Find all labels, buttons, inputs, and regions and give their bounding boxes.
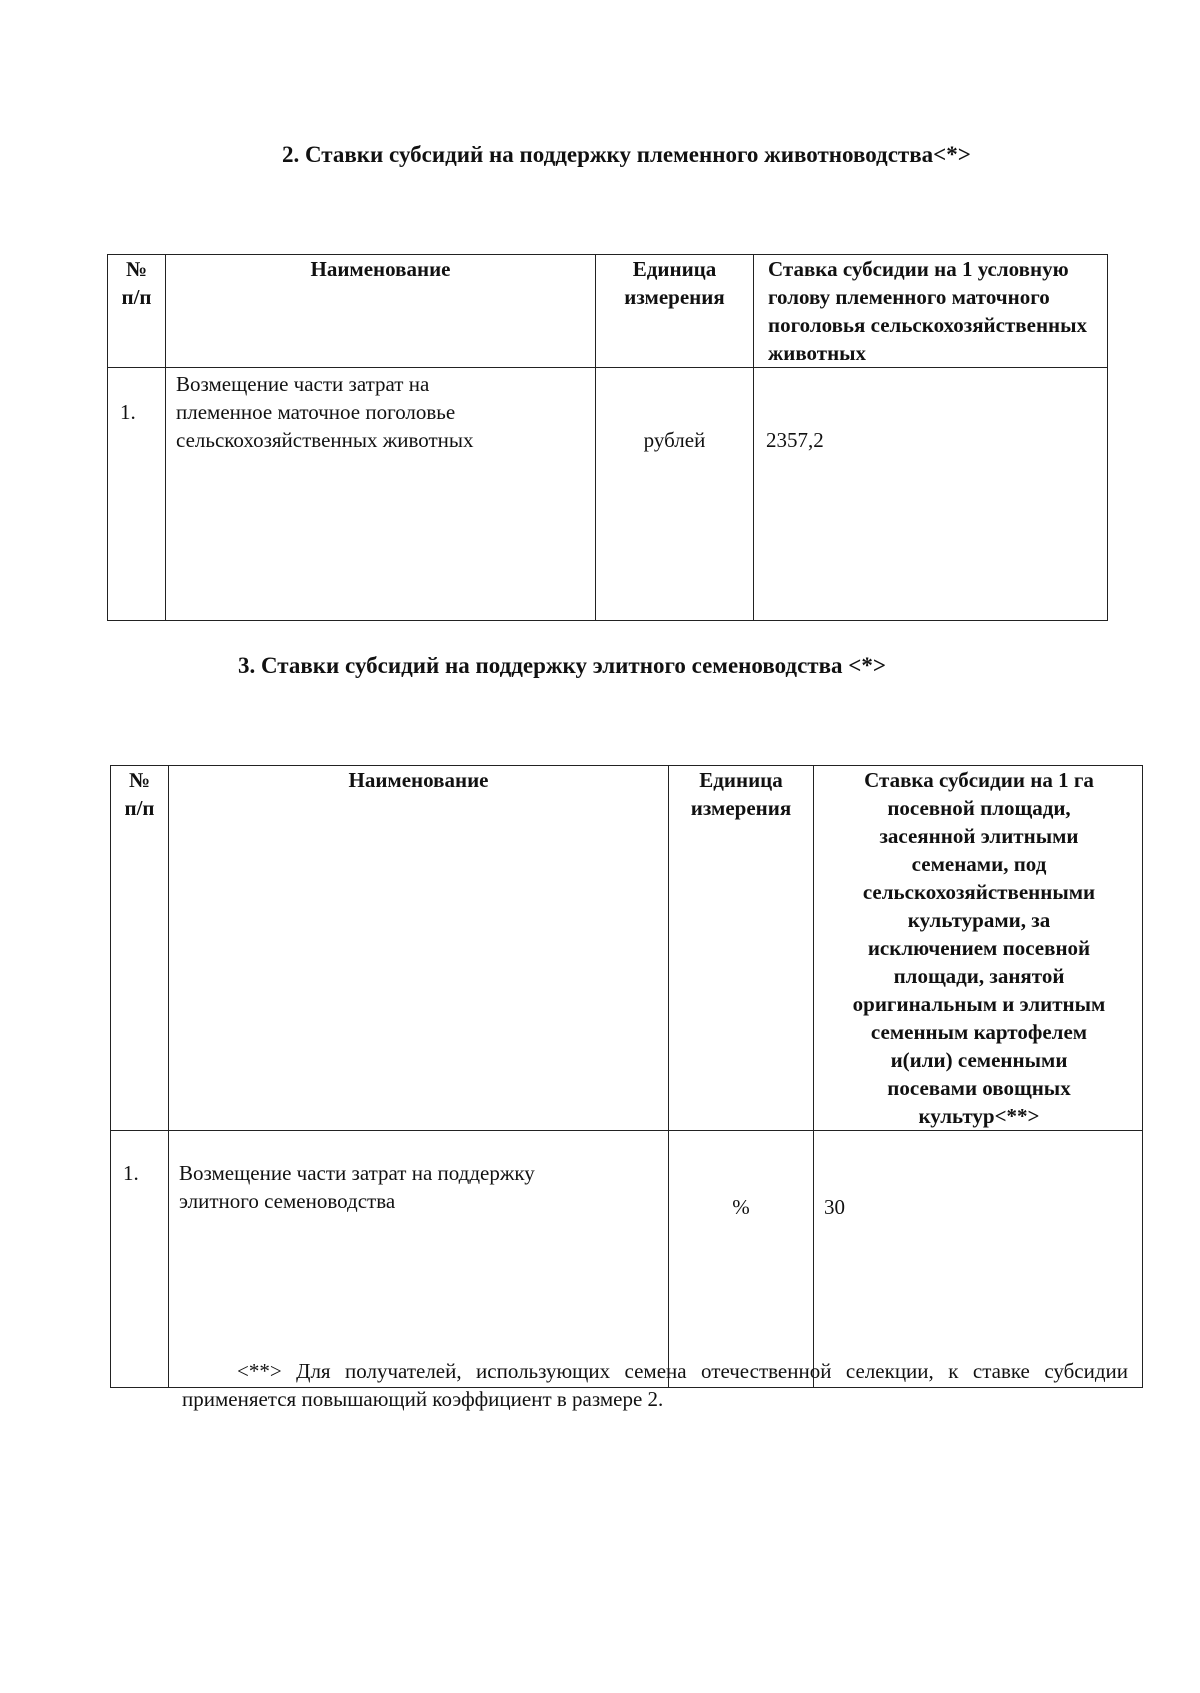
- elite-seed-rates-table: [110, 765, 1143, 1388]
- row-unit: рублей: [596, 368, 754, 621]
- header-number: № п/п: [108, 255, 166, 368]
- breeding-livestock-rates-table: [107, 254, 1108, 621]
- row-unit: %: [669, 1131, 814, 1388]
- header-rate: Ставка субсидии на 1 га посевной площади, засеянной элитными семенами, под сельскохозяйственными культурами, за исключением посевной площади, занятой оригинальным и элитным семенным картофелем и(или) семенными посевами овощных культур<**>: [814, 766, 1143, 1131]
- header-number: № п/п: [111, 766, 169, 1131]
- row-number: 1.: [108, 368, 166, 621]
- header-name: Наименование: [169, 766, 669, 1131]
- table-row: [108, 368, 1108, 621]
- row-number: 1.: [111, 1131, 169, 1388]
- row-name: Возмещение части затрат на племенное маточное поголовье сельскохозяйственных животных: [166, 368, 596, 621]
- row-rate: 30: [814, 1131, 1143, 1388]
- header-unit: Единица измерения: [596, 255, 754, 368]
- row-name: Возмещение части затрат на поддержку элитного семеноводства: [169, 1131, 669, 1388]
- section3-heading: 3. Ставки субсидий на поддержку элитного семеноводства <*>: [238, 653, 886, 678]
- header-name: Наименование: [166, 255, 596, 368]
- section2-heading: 2. Ставки субсидий на поддержку племенного животноводства<*>: [282, 142, 971, 167]
- row-rate: 2357,2: [754, 368, 1108, 621]
- header-rate: Ставка субсидии на 1 условную голову племенного маточного поголовья сельскохозяйственных животных: [754, 255, 1108, 368]
- table-header-row: [108, 255, 1108, 368]
- table-row: [111, 1131, 1143, 1388]
- table-header-row: [111, 766, 1143, 1131]
- header-unit: Единица измерения: [669, 766, 814, 1131]
- footnote: <**> Для получателей, использующих семена отечественной селекции, к ставке субсидии применяется повышающий коэффициент в размере 2.: [182, 1359, 1128, 1411]
